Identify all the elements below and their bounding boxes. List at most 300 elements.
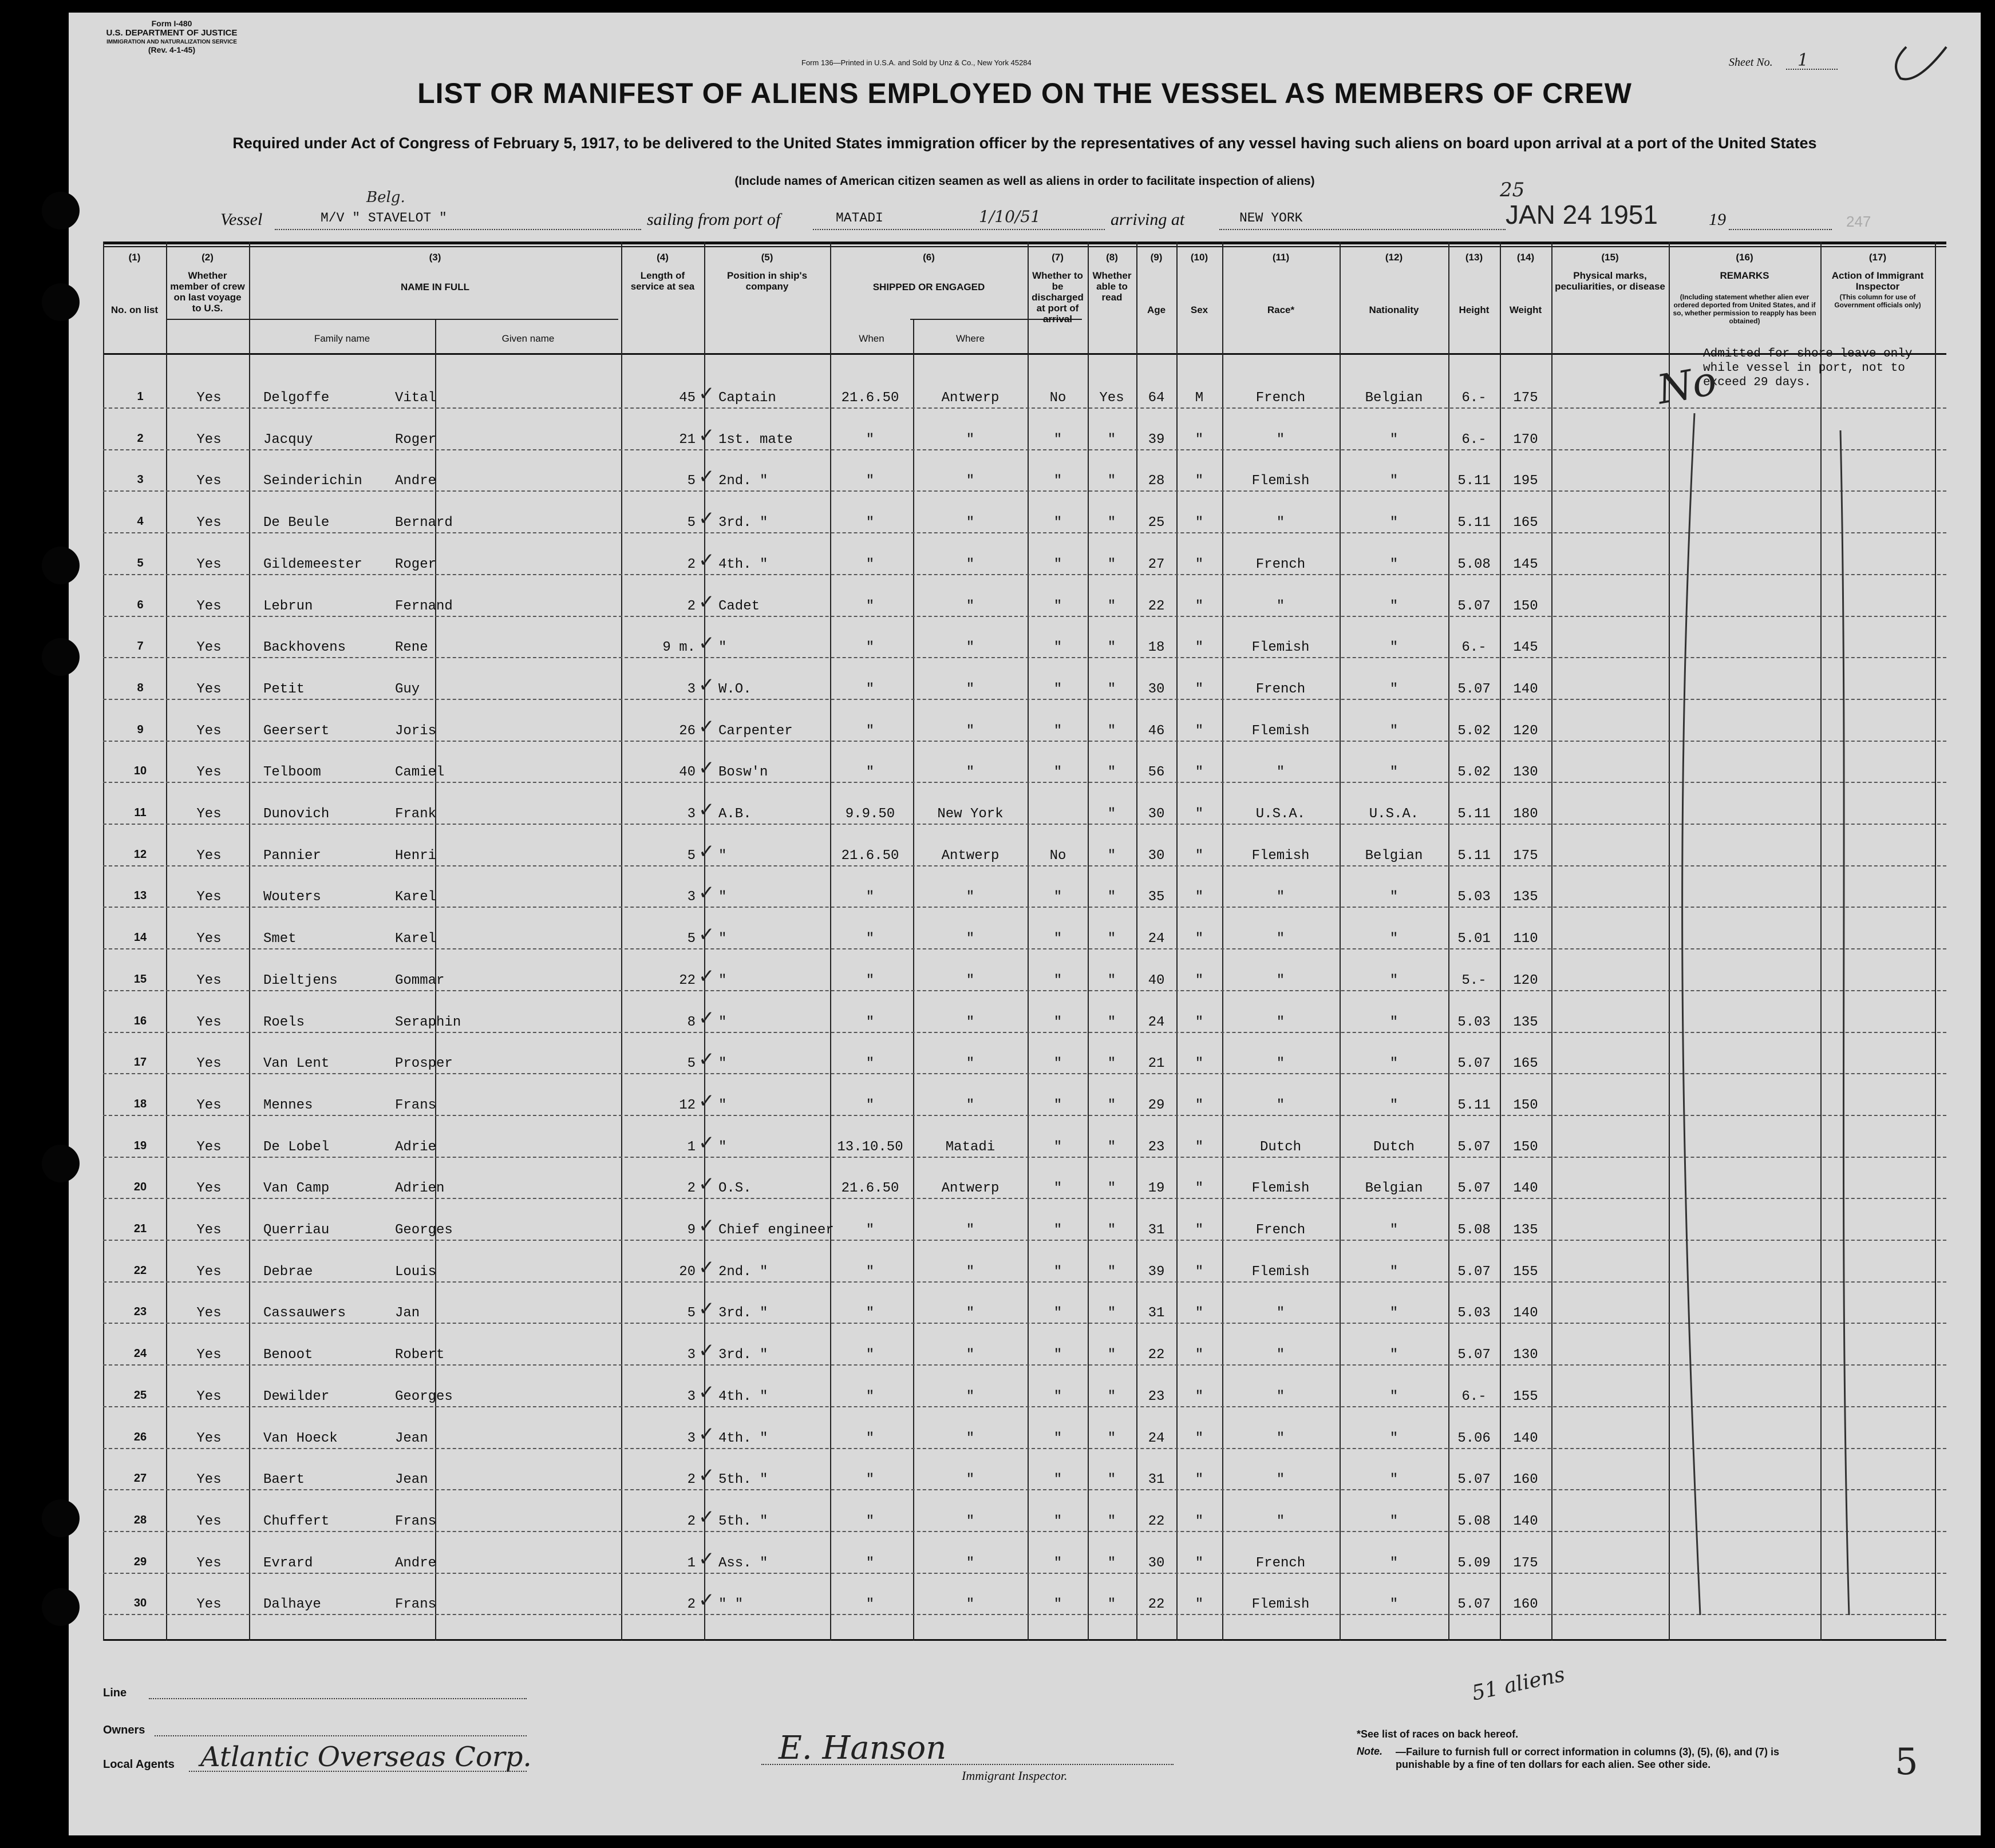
cell-race: French [1255,1555,1306,1571]
cell-where: " [966,1555,975,1571]
check-tick-icon: ✓ [698,673,715,697]
cell-no: 26 [133,1430,147,1443]
cell-read: " [1107,1139,1116,1155]
cell-read: " [1107,806,1116,822]
cell-sex: " [1195,598,1204,614]
cell-family: Baert [263,1472,305,1488]
cell-where: " [966,1472,975,1488]
cell-prev: Yes [196,1097,222,1113]
cell-age: 31 [1148,1472,1165,1488]
cell-disch: No [1049,848,1066,864]
cell-prev: Yes [196,1388,222,1404]
cell-height: 6.- [1461,390,1487,406]
cell-nat: " [1389,1222,1399,1238]
check-tick-icon: ✓ [698,1256,715,1279]
check-tick-icon: ✓ [698,1380,715,1404]
cell-age: 29 [1148,1097,1165,1113]
cell-no: 23 [133,1305,147,1319]
cell-age: 24 [1148,1014,1165,1030]
cell-nat: " [1389,1305,1399,1321]
cell-nat: " [1389,681,1399,697]
cell-sex: " [1195,432,1204,448]
cell-when: " [866,931,875,947]
cell-read: " [1107,1513,1116,1529]
cell-race: " [1276,765,1285,781]
cell-disch: " [1053,1513,1062,1529]
cell-age: 24 [1148,1430,1165,1446]
cell-height: 5.03 [1457,1305,1491,1321]
column-subheader: When [859,333,884,344]
cell-weight: 175 [1513,1555,1538,1571]
cell-when: " [866,1305,875,1321]
cell-no: 21 [133,1222,147,1235]
cell-no: 13 [133,889,147,903]
cell-disch: " [1053,1056,1062,1072]
page-mark: 5 [1895,1741,1918,1783]
cell-height: 5.11 [1457,1097,1491,1113]
cell-prev: Yes [196,515,222,531]
page-subtitle: Required under Act of Congress of February 5, 1917, to be delivered to the United States immigration officer by the representatives of any vessel having such aliens on board upon arrival at a port of the United States [232,134,1817,152]
cell-given: Frank [395,806,437,822]
cell-position: " " [718,1597,744,1613]
page-title: LIST OR MANIFEST OF ALIENS EMPLOYED ON THE VESSEL AS MEMBERS OF CREW [417,77,1632,109]
cell-weight: 110 [1513,931,1538,947]
cell-race: Flemish [1251,848,1310,864]
cell-race: " [1276,1430,1285,1446]
cell-height: 5.06 [1457,1430,1491,1446]
cell-given: Prosper [395,1056,453,1072]
cell-when: " [866,598,875,614]
cell-family: Van Lent [263,1056,330,1072]
cell-nat: " [1389,515,1399,531]
cell-prev: Yes [196,1513,222,1529]
cell-service: 8 [687,1014,696,1030]
aliens-count-note: 51 aliens [1469,1663,1567,1705]
cell-service: 21 [679,432,696,448]
column-header: Length of service at sea [630,270,695,292]
cell-given: Joris [395,723,437,739]
cell-given: Louis [395,1264,437,1280]
inspector-signature: E. Hanson [779,1730,947,1767]
cell-service: 9 m. [662,640,696,656]
column-number: (8) [1106,252,1118,263]
cell-race: Flemish [1251,723,1310,739]
cell-race: " [1276,972,1285,988]
column-subheader: Given name [501,333,555,344]
cell-nat: " [1389,640,1399,656]
cell-sex: " [1195,681,1204,697]
cell-disch: " [1053,598,1062,614]
column-header: Physical marks, peculiarities, or disease [1555,270,1665,292]
cell-age: 22 [1148,1347,1165,1363]
cell-given: Georges [395,1222,453,1238]
cell-prev: Yes [196,556,222,572]
cell-age: 23 [1148,1139,1165,1155]
cell-family: Roels [263,1014,305,1030]
cell-weight: 195 [1513,473,1538,489]
cell-prev: Yes [196,1472,222,1488]
cell-when: " [866,1430,875,1446]
cell-disch: " [1053,1555,1062,1571]
cell-prev: Yes [196,1139,222,1155]
column-header: Whether member of crew on last voyage to U.S. [170,270,245,314]
column-header: Whether to be discharged at port of arrival [1032,270,1084,325]
cell-nat: Belgian [1365,1181,1423,1197]
cell-race: Flemish [1251,1597,1310,1613]
check-tick-icon: ✓ [698,1505,715,1529]
cell-when: " [866,473,875,489]
cell-sex: " [1195,1388,1204,1404]
cell-when: " [866,640,875,656]
cell-height: 5.07 [1457,1139,1491,1155]
cell-height: 5.08 [1457,556,1491,572]
cell-family: Querriau [263,1222,330,1238]
cell-sex: " [1195,1056,1204,1072]
cell-disch: " [1053,1430,1062,1446]
column-number: (10) [1190,252,1208,263]
cell-height: 5.01 [1457,931,1491,947]
cell-disch: " [1053,972,1062,988]
cell-service: 2 [687,1597,696,1613]
cell-weight: 130 [1513,765,1538,781]
cell-prev: Yes [196,848,222,864]
cell-height: 5.08 [1457,1513,1491,1529]
cell-age: 22 [1148,1513,1165,1529]
cell-given: Seraphin [395,1014,461,1030]
note-text: —Failure to furnish full or correct information in columns (3), (5), (6), and (7) is punishable by a fine of ten dollars for each alien. See other side. [1396,1746,1780,1770]
cell-position: " [718,1056,727,1072]
punch-hole [42,283,80,321]
cell-position: Chief engineer [718,1222,834,1238]
cell-nat: " [1389,1555,1399,1571]
cell-family: De Lobel [263,1139,330,1155]
cell-service: 2 [687,1472,696,1488]
cell-family: Pannier [263,848,321,864]
cell-position: " [718,1097,727,1113]
cell-no: 14 [133,931,147,944]
cell-prev: Yes [196,681,222,697]
check-tick-icon: ✓ [698,757,715,780]
cell-disch: No [1049,390,1066,406]
cell-where: New York [937,806,1004,822]
cell-service: 22 [679,972,696,988]
cell-prev: Yes [196,1555,222,1571]
check-tick-icon: ✓ [698,1214,715,1237]
cell-where: " [966,1388,975,1404]
cell-race: " [1276,598,1285,614]
cell-no: 24 [133,1347,147,1360]
cell-when: " [866,556,875,572]
cell-position: 2nd. " [718,1264,768,1280]
cell-race: Flemish [1251,473,1310,489]
cell-given: Jean [395,1472,428,1488]
punch-hole [42,1499,80,1537]
check-tick-icon: ✓ [698,1589,715,1612]
cell-no: 15 [133,972,147,986]
check-tick-icon: ✓ [698,382,715,405]
cell-disch: " [1053,931,1062,947]
cell-sex: " [1195,1513,1204,1529]
cell-disch: " [1053,1264,1062,1280]
cell-when: " [866,1264,875,1280]
cell-prev: Yes [196,972,222,988]
cell-given: Rene [395,640,428,656]
cell-service: 3 [687,681,696,697]
cell-position: " [718,1014,727,1030]
cell-nat: " [1389,723,1399,739]
cell-service: 2 [687,556,696,572]
cell-when: " [866,681,875,697]
cell-race: Flemish [1251,1264,1310,1280]
cell-service: 3 [687,1430,696,1446]
cell-race: " [1276,515,1285,531]
cell-weight: 175 [1513,848,1538,864]
sailing-label: sailing from port of [647,210,781,229]
cell-given: Karel [395,931,437,947]
cell-nat: " [1389,473,1399,489]
cell-weight: 135 [1513,889,1538,905]
cell-where: " [966,972,975,988]
check-tick-icon: ✓ [698,1464,715,1487]
cell-sex: " [1195,1305,1204,1321]
cell-age: 30 [1148,848,1165,864]
cell-read: " [1107,1305,1116,1321]
column-note: (Including statement whether alien ever ordered deported from United States, and if so, whether permission to reapply has been obtained) [1673,293,1816,325]
cell-race: Flemish [1251,640,1310,656]
cell-read: " [1107,889,1116,905]
cell-disch: " [1053,681,1062,697]
cell-height: 5.07 [1457,681,1491,697]
cell-read: " [1107,432,1116,448]
check-tick-icon: ✓ [698,590,715,614]
cell-weight: 150 [1513,598,1538,614]
cell-service: 2 [687,1181,696,1197]
cell-when: " [866,1347,875,1363]
cell-where: " [966,1597,975,1613]
cell-race: " [1276,1097,1285,1113]
cell-given: Frans [395,1513,437,1529]
check-tick-icon: ✓ [698,507,715,531]
cell-position: " [718,848,727,864]
cell-age: 21 [1148,1056,1165,1072]
cell-when: " [866,765,875,781]
cell-age: 40 [1148,972,1165,988]
check-tick-icon: ✓ [698,881,715,905]
cell-sex: " [1195,1222,1204,1238]
cell-disch: " [1053,1472,1062,1488]
sheet-label: Sheet No. [1729,56,1773,69]
cell-read: " [1107,1347,1116,1363]
cell-when: 21.6.50 [841,1181,899,1197]
cell-disch: " [1053,515,1062,531]
cell-sex: " [1195,1472,1204,1488]
cell-given: Frans [395,1597,437,1613]
cell-disch: " [1053,432,1062,448]
cell-family: Petit [263,681,305,697]
cell-height: 5.11 [1457,848,1491,864]
cell-where: " [966,1264,975,1280]
cell-position: Ass. " [718,1555,768,1571]
cell-weight: 160 [1513,1472,1538,1488]
cell-sex: M [1195,390,1204,406]
cell-height: 5.07 [1457,1472,1491,1488]
cell-height: 6.- [1461,432,1487,448]
cell-service: 20 [679,1264,696,1280]
cell-where: " [966,1430,975,1446]
cell-sex: " [1195,1430,1204,1446]
cell-age: 27 [1148,556,1165,572]
page-subnote: (Include names of American citizen seamen as well as aliens in order to facilitate inspection of aliens) [734,175,1315,188]
cell-service: 5 [687,848,696,864]
cell-position: 3rd. " [718,1347,768,1363]
cell-given: Jan [395,1305,420,1321]
column-number: (16) [1736,252,1753,263]
cell-when: " [866,1097,875,1113]
cell-given: Jean [395,1430,428,1446]
cell-given: Guy [395,681,420,697]
cell-position: " [718,640,727,656]
cell-position: Captain [718,390,776,406]
cell-read: " [1107,1056,1116,1072]
cell-sex: " [1195,1181,1204,1197]
check-tick-icon: ✓ [698,923,715,947]
cell-read: " [1107,848,1116,864]
cell-when: " [866,1555,875,1571]
check-tick-icon: ✓ [698,548,715,572]
cell-disch: " [1053,765,1062,781]
cell-where: " [966,1097,975,1113]
cell-weight: 170 [1513,432,1538,448]
cell-disch: " [1053,1305,1062,1321]
cell-service: 26 [679,723,696,739]
cell-service: 1 [687,1139,696,1155]
cell-service: 3 [687,1388,696,1404]
cell-race: " [1276,1388,1285,1404]
cell-prev: Yes [196,473,222,489]
cell-prev: Yes [196,1181,222,1197]
cell-no: 2 [137,432,144,445]
cell-when: " [866,515,875,531]
punch-hole [42,1145,80,1182]
check-tick-icon: ✓ [698,715,715,738]
cell-when: " [866,723,875,739]
cell-read: " [1107,1388,1116,1404]
cell-race: French [1255,1222,1306,1238]
cell-race: " [1276,889,1285,905]
cell-height: 5.07 [1457,1347,1491,1363]
cell-read: " [1107,681,1116,697]
cell-read: " [1107,556,1116,572]
cell-when: 13.10.50 [837,1139,903,1155]
cell-disch: " [1053,1097,1062,1113]
cell-read: " [1107,515,1116,531]
cell-prev: Yes [196,1014,222,1030]
cell-read: " [1107,1597,1116,1613]
check-tick-icon: ✓ [698,798,715,821]
cell-position: W.O. [718,681,752,697]
cell-given: Bernard [395,515,453,531]
cell-no: 3 [137,473,144,486]
cell-nat: " [1389,1513,1399,1529]
cell-family: Seinderichin [263,473,362,489]
cell-position: 3rd. " [718,1305,768,1321]
date-correction: 25 [1500,179,1525,201]
check-tick-icon: ✓ [698,465,715,489]
cell-where: " [966,931,975,947]
cell-sex: " [1195,473,1204,489]
check-tick-icon: ✓ [698,424,715,447]
check-tick-icon: ✓ [698,1173,715,1196]
column-number: (2) [202,252,214,263]
cell-disch: " [1053,473,1062,489]
cell-read: " [1107,1222,1116,1238]
cell-prev: Yes [196,598,222,614]
cell-service: 5 [687,1056,696,1072]
cell-no: 28 [133,1513,147,1526]
column-header: Position in ship's company [726,270,808,292]
column-header: Age [1147,304,1166,315]
cell-sex: " [1195,1555,1204,1571]
cell-where: " [966,640,975,656]
cell-no: 7 [137,640,144,653]
cell-age: 22 [1148,1597,1165,1613]
cell-height: 5.07 [1457,598,1491,614]
cell-weight: 180 [1513,806,1538,822]
cell-given: Georges [395,1388,453,1404]
column-header: Height [1459,304,1490,315]
owners-label: Owners [103,1724,145,1736]
cell-family: Dunovich [263,806,330,822]
cell-nat: " [1389,1388,1399,1404]
cell-no: 10 [133,765,147,778]
cell-weight: 145 [1513,640,1538,656]
cell-position: 4th. " [718,556,768,572]
cell-nat: " [1389,1597,1399,1613]
cell-age: 31 [1148,1222,1165,1238]
cell-nat: " [1389,598,1399,614]
cell-where: " [966,432,975,448]
cell-disch: " [1053,1388,1062,1404]
cell-prev: Yes [196,432,222,448]
cell-weight: 120 [1513,723,1538,739]
cell-read: " [1107,723,1116,739]
cell-read: " [1107,1097,1116,1113]
cell-age: 30 [1148,1555,1165,1571]
revision: (Rev. 4-1-45) [148,45,196,54]
cell-nat: Belgian [1365,848,1423,864]
cell-nat: " [1389,1430,1399,1446]
cell-where: " [966,1014,975,1030]
cell-no: 11 [134,806,147,819]
cell-nat: " [1389,1014,1399,1030]
cell-race: Flemish [1251,1181,1310,1197]
cell-given: Camiel [395,765,445,781]
cell-height: 5.03 [1457,889,1491,905]
cell-weight: 155 [1513,1388,1538,1404]
cell-height: 5.11 [1457,515,1491,531]
cell-sex: " [1195,515,1204,531]
cell-family: Lebrun [263,598,313,614]
cell-service: 40 [679,765,696,781]
cell-position: Bosw'n [718,765,768,781]
cell-age: 35 [1148,889,1165,905]
cell-nat: " [1389,556,1399,572]
cell-no: 12 [133,848,147,861]
cell-position: Cadet [718,598,760,614]
cell-nat: " [1389,1097,1399,1113]
cell-sex: " [1195,1097,1204,1113]
cell-when: " [866,889,875,905]
